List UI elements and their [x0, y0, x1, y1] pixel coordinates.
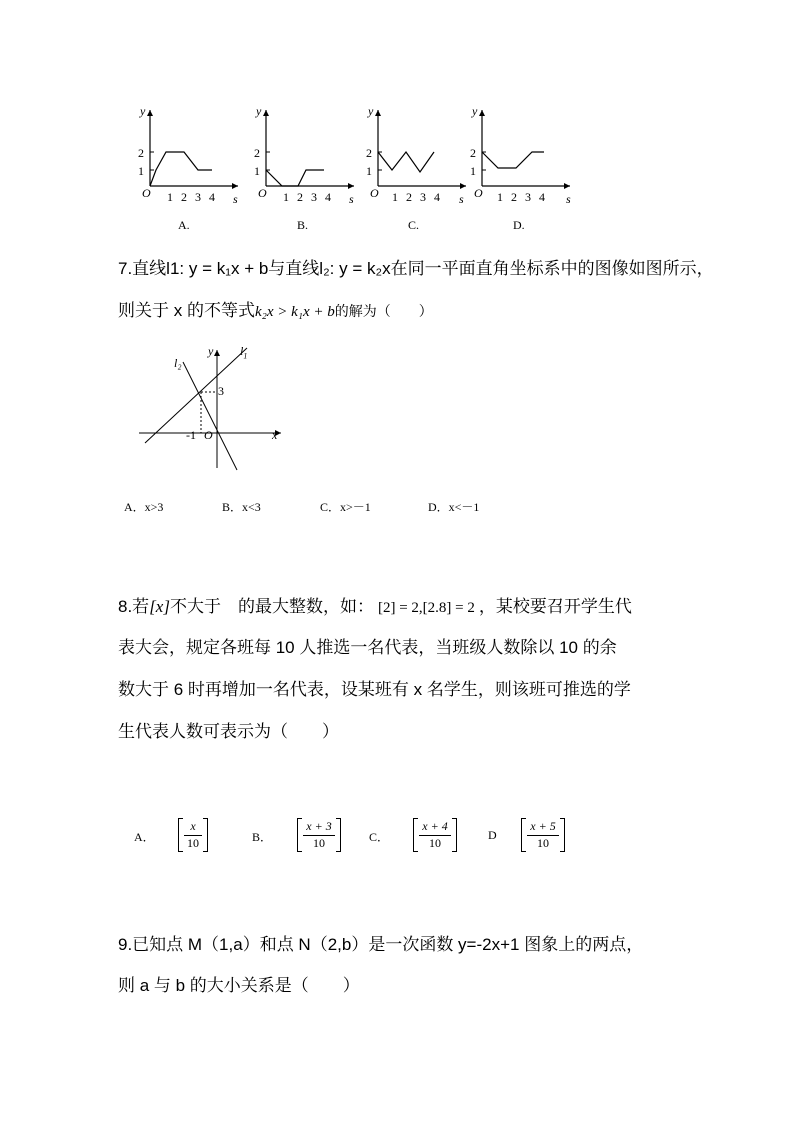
graph-b-xtick-4: 4	[325, 190, 331, 204]
q8-line1-e: ，某校要召开学生代	[478, 597, 632, 616]
graph-a-x: s	[233, 192, 238, 206]
graph-b-y: y	[256, 104, 262, 118]
graph-b-xtick-1: 1	[283, 190, 289, 204]
q8-option-c-frac[interactable]: x + 4 10	[413, 818, 457, 852]
graph-b-ytick-1: 1	[254, 164, 260, 178]
graph-b-xtick-3: 3	[311, 190, 317, 204]
graph-d-x: s	[566, 192, 571, 206]
graph-d-label: D.	[513, 218, 525, 232]
graph-b-x: s	[349, 192, 354, 206]
q9-line1: 9.已知点 M（1,a）和点 N（2,b）是一次函数 y=-2x+1 图象上的两点，	[118, 935, 644, 954]
q7-fig-l2: l₂	[174, 356, 182, 370]
graph-c-xtick-2: 2	[406, 190, 412, 204]
q7-fig-3: 3	[218, 384, 224, 398]
graph-a-label: A.	[178, 218, 190, 232]
graph-a-xtick-1: 1	[167, 190, 173, 204]
graph-a-origin: O	[142, 186, 151, 200]
q8-option-d-frac[interactable]: x + 5 10	[521, 818, 565, 852]
q8-line3: 数大于 6 时再增加一名代表，设某班有 x 名学生，则该班可推选的学	[118, 680, 631, 699]
graph-c-origin: O	[370, 186, 379, 200]
q7-line2	[118, 296, 433, 321]
graph-a-y: y	[140, 104, 146, 118]
q8-bracket-x: [x]	[149, 597, 170, 616]
q7-line2-a: 则关于 x 的不等式	[118, 301, 255, 320]
q7-option-c[interactable]: C．x>－1	[320, 500, 371, 514]
graph-a-ytick-2: 2	[138, 146, 144, 160]
q9-line2: 则 a 与 b 的大小关系是（ ）	[118, 976, 360, 995]
q7-option-a[interactable]: A．x>3	[124, 500, 164, 514]
q7-fig-y: y	[208, 344, 214, 358]
graph-c-x: s	[459, 192, 464, 206]
q7-fig-l1: $l_1$	[240, 344, 248, 361]
graph-c-xtick-1: 1	[392, 190, 398, 204]
q8-option-a-frac[interactable]: x 10	[178, 818, 208, 852]
q7-fig-x: x	[272, 428, 278, 442]
q8-example: [2] = 2,[2.8] = 2	[377, 600, 475, 616]
graph-b-label: B.	[297, 218, 309, 232]
q8-line2: 表大会，规定各班每 10 人推选一名代表，当班级人数除以 10 的余	[118, 638, 617, 657]
graph-c-xtick-3: 3	[420, 190, 426, 204]
q7-figure-svg	[135, 342, 285, 474]
q8-option-a-label[interactable]: A．	[134, 830, 155, 844]
q8-line1-c: 不大于 的最大整数，如：	[169, 597, 374, 616]
q8-line1-a: 8.若	[118, 597, 150, 616]
graph-d-xtick-1: 1	[497, 190, 503, 204]
q7-line1: 7.直线l1: y = k₁x + b与直线l₂: y = k₂x在同一平面直角坐标系中的图像如图所示，	[118, 259, 714, 278]
graph-d-ytick-1: 1	[470, 164, 476, 178]
graph-c-ytick-2: 2	[366, 146, 372, 160]
graph-b-xtick-2: 2	[297, 190, 303, 204]
q8-option-d-label[interactable]: D	[488, 828, 497, 842]
graph-a-xtick-3: 3	[195, 190, 201, 204]
q8-line1	[118, 592, 632, 617]
q7-option-b[interactable]: B．x<3	[222, 500, 261, 514]
graph-c-y: y	[368, 104, 374, 118]
graph-d-ytick-2: 2	[470, 146, 476, 160]
graph-d-xtick-4: 4	[539, 190, 545, 204]
q8-option-c-label[interactable]: C．	[369, 830, 390, 844]
graph-d-y: y	[472, 104, 478, 118]
graph-d-origin: O	[474, 186, 483, 200]
graph-a-xtick-2: 2	[181, 190, 187, 204]
graph-b-ytick-2: 2	[254, 146, 260, 160]
q7-line2-c: 的解为（ ）	[334, 303, 433, 319]
graph-c-xtick-4: 4	[434, 190, 440, 204]
graph-b-origin: O	[258, 186, 267, 200]
graph-d-xtick-2: 2	[511, 190, 517, 204]
graph-c-ytick-1: 1	[366, 164, 372, 178]
q7-figure	[135, 342, 285, 474]
q8-line4: 生代表人数可表示为（ ）	[118, 722, 339, 741]
graph-d-xtick-3: 3	[525, 190, 531, 204]
q7-fig-neg1: -1	[186, 428, 196, 442]
q7-inequality: k₂x > k₁x + b	[254, 304, 335, 320]
graph-c-label: C.	[408, 218, 420, 232]
q7-fig-origin: O	[204, 428, 213, 442]
q8-option-b-frac[interactable]: x + 3 10	[297, 818, 341, 852]
q8-option-b-label[interactable]: B．	[252, 830, 273, 844]
graph-a-ytick-1: 1	[138, 164, 144, 178]
graph-a-xtick-4: 4	[209, 190, 215, 204]
q7-option-d[interactable]: D．x<－1	[428, 500, 480, 514]
